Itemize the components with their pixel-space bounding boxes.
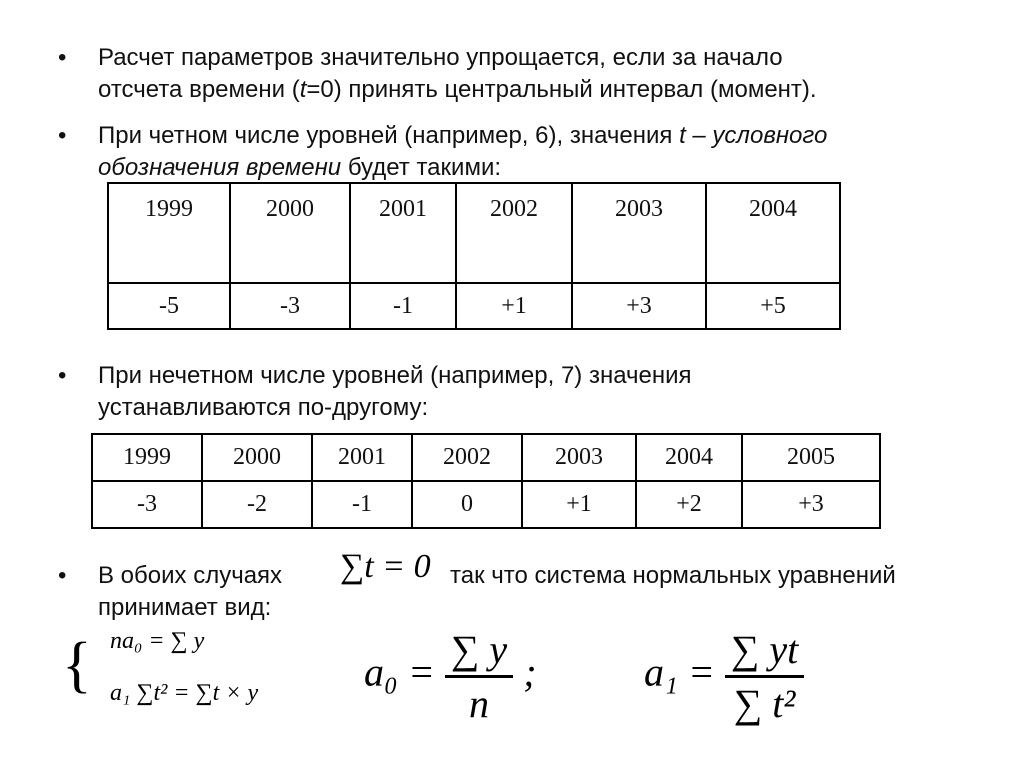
a0-numerator: ∑ y <box>445 626 513 678</box>
bullet-2-line2: обозначения времени будет такими: <box>98 154 502 181</box>
table-odd-year-cell: 2005 <box>742 434 880 481</box>
table-even-year-cell: 2004 <box>706 183 840 283</box>
system-equation-1: na₀ = ∑ y <box>110 628 205 654</box>
bullet-1-line1: Расчет параметров значительно упрощается, если за начало <box>98 44 783 71</box>
table-even-t-cell: -1 <box>350 283 456 329</box>
table-even-year-cell: 1999 <box>108 183 230 283</box>
bullet-2-text <box>98 120 827 184</box>
table-odd-t-cell: -3 <box>92 481 202 528</box>
bullet-3-text <box>98 360 692 424</box>
table-even-year-cell: 2001 <box>350 183 456 283</box>
a0-semicolon: ; <box>523 649 537 695</box>
bullet-4-line2: принимает вид: <box>98 594 272 621</box>
table-even-t-cell: +3 <box>572 283 706 329</box>
a1-fraction <box>725 626 804 727</box>
system-equation-2: a₁ ∑t² = ∑t × y <box>110 680 259 706</box>
table-odd-t-cell: -2 <box>202 481 312 528</box>
a0-formula <box>364 626 537 727</box>
table-odd-t-cell: -1 <box>312 481 412 528</box>
table-odd-t-cell: +3 <box>742 481 880 528</box>
table-odd-year-cell: 2002 <box>412 434 522 481</box>
bullet-4-marker: • <box>58 562 67 589</box>
a1-lhs: a₁ = <box>644 649 715 695</box>
table-even-year-cell: 2002 <box>456 183 572 283</box>
a1-numerator: ∑ yt <box>725 626 804 678</box>
a1-formula <box>644 626 804 727</box>
table-even-t-cell: +1 <box>456 283 572 329</box>
table-even-t-cell: -5 <box>108 283 230 329</box>
system-brace: { <box>62 631 92 699</box>
bullet-3-line1: При нечетном числе уровней (например, 7) значения <box>98 362 692 389</box>
table-even-t-cell: +5 <box>706 283 840 329</box>
table-odd-year-cell: 2000 <box>202 434 312 481</box>
bullet-1-marker: • <box>58 44 67 71</box>
table-odd-year-cell: 2001 <box>312 434 412 481</box>
table-even-levels <box>107 182 841 330</box>
table-odd-year-cell: 1999 <box>92 434 202 481</box>
table-even-year-cell: 2003 <box>572 183 706 283</box>
table-odd-levels <box>91 433 881 529</box>
a0-fraction <box>445 626 513 727</box>
bullet-1-line2: отсчета времени (t=0) принять центральный интервал (момент). <box>98 76 817 103</box>
bullet-4-line1-start: В обоих случаях <box>98 562 283 589</box>
table-odd-year-cell: 2004 <box>636 434 742 481</box>
bullet-2-marker: • <box>58 122 67 149</box>
table-odd-t-cell: +2 <box>636 481 742 528</box>
bullet-3-line2: устанавливаются по-другому: <box>98 394 429 421</box>
bullet-4-line1-end: так что система нормальных уравнений <box>450 562 896 589</box>
a0-denominator: n <box>469 681 490 726</box>
sum-t-equals-zero-formula: ∑t = 0 <box>340 548 431 585</box>
table-even-year-cell: 2000 <box>230 183 350 283</box>
a0-lhs: a₀ = <box>364 649 435 695</box>
table-odd-t-cell: +1 <box>522 481 636 528</box>
bullet-3-marker: • <box>58 362 67 389</box>
table-odd-t-cell: 0 <box>412 481 522 528</box>
a1-denominator: ∑ t² <box>733 681 796 726</box>
table-odd-year-cell: 2003 <box>522 434 636 481</box>
bullet-1-text <box>98 42 817 106</box>
table-even-t-cell: -3 <box>230 283 350 329</box>
bullet-2-line1: При четном числе уровней (например, 6), значения t – условного <box>98 122 828 149</box>
